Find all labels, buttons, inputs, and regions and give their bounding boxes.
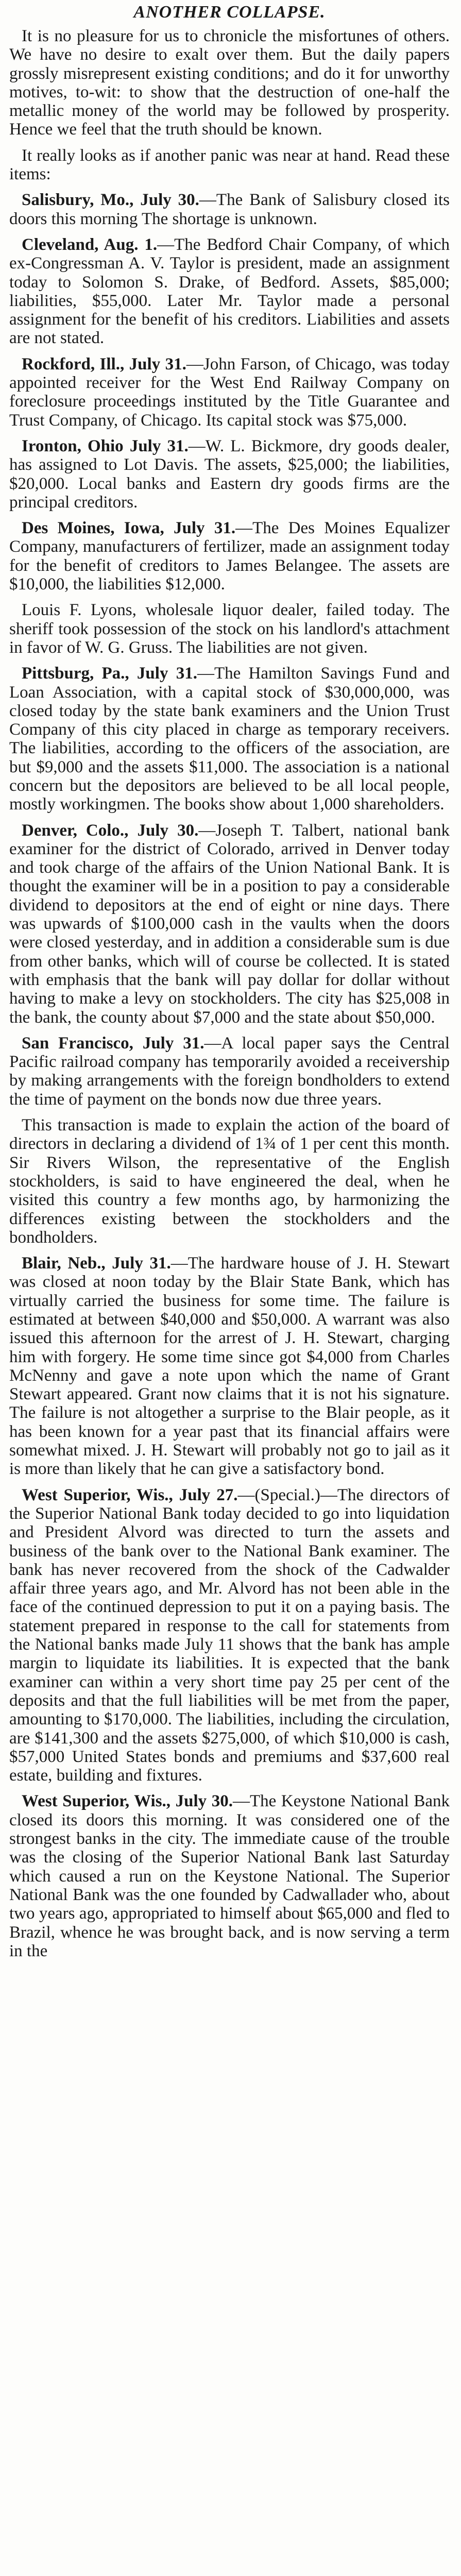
news-item [9,355,450,430]
news-item-text: —A local paper says the Central Pacific railroad company has temporarily avoided a receivership by making arrangements with the foreign bondholders to extend the time of payment on the bonds now due three years. [9,1033,450,1109]
news-item [9,821,450,1027]
dateline: San Francisco, July 31. [22,1033,204,1053]
news-item-text: —The Hamilton Savings Fund and Loan Association, with a capital stock of $30,000,000, was closed today by the state bank examiners and the Union Trust Company of this city placed in charge as temporary receivers. The liabilities, according to the officers of the association, are but $9,000 and the assets $11,000. The association is a national concern but the depositors are believed to be all local people, mostly workingmen. The books show about 1,000 shareholders. [9,664,450,814]
news-item-text: —The Keystone National Bank closed its doors this morning. It was considered one of the strongest banks in the city. The immediate cause of the trouble was the closing of the Superior National Bank last Saturday which caused a run on the Keystone National. The Superior National Bank was the one founded by Cadwallader who, about two years ago, appropriated to himself about $65,000 and fled to Brazil, whence he was brought back, and is now serving a term in the [9,1792,450,1960]
article-body [9,27,450,1960]
news-item-text: —The Des Moines Equalizer Company, manufacturers of fertilizer, made an assignment today for the benefit of creditors to James Belangee. The assets are $10,000, the liabilities $12,000. [9,519,450,594]
dateline: Salisbury, Mo., July 30. [22,191,199,210]
news-item-text: —Joseph T. Talbert, national bank examiner for the district of Colorado, arrived in Denver today and took charge of the affairs of the Union National Bank. It is thought the examiner will be in a position to pay a considerable dividend to depositors at the end of eight or nine days. There was upwards of $100,000 cash in the vaults when the doors were closed yesterday, and in addition a considerable sum is due from other banks, which will of course be collected. It is stated with emphasis that the bank will pay dollar for dollar without having to make a levy on stockholders. The city has $25,008 in the bank, the county about $7,000 and the state about $50,000. [9,821,450,1027]
news-item-text: —The hardware house of J. H. Stewart was closed at noon today by the Blair State Bank, which has virtually carried the business for some time. The failure is estimated at between $40,000 and $50,000. A warrant was also issued this afternoon for the arrest of J. H. Stewart, charging him with forgery. He some time since got $4,000 from Charles McNenny and gave a note upon which the name of Grant Stewart appeared. Grant now claims that it is not his signature. The failure is not altogether a surprise to the Blair people, as it has been known for a year past that its financial affairs were somewhat mixed. J. H. Stewart will probably not go to jail as it is more than likely that he can give a satisfactory bond. [9,1254,450,1479]
news-item [9,1254,450,1479]
news-item [9,1116,450,1247]
dateline: Denver, Colo., July 30. [22,821,199,840]
news-item [9,1792,450,1960]
dateline: Ironton, Ohio July 31. [22,436,189,455]
news-item-text: —The Bank of Salisbury closed its doors this morning The shortage is unknown. [9,191,450,228]
news-item-text: Louis F. Lyons, wholesale liquor dealer, failed today. The sheriff took possession of the stock on his landlord's attachment in favor of W. G. Gruss. The liabilities are not given. [9,601,450,657]
news-item-text: —W. L. Bickmore, dry goods dealer, has assigned to Lot Davis. The assets, $25,000; the liabilities, $20,000. Local banks and Eastern dry goods firms are the principal creditors. [9,436,450,512]
intro-paragraph: It is no pleasure for us to chronicle the misfortunes of others. We have no desire to exalt over them. But the daily papers grossly misrepresent existing conditions; and do it for unworthy motives, to-wit: to show that the destruction of one-half the metallic money of the world may be followed by prosperity. Hence we feel that the truth should be known. [9,27,450,139]
news-item-text: This transaction is made to explain the action of the board of directors in declaring a dividend of 1¾ of 1 per cent this month. Sir Rivers Wilson, the representative of the English stockholders, is said to have engineered the deal, when he visited this country a few months ago, by harmonizing the differences existing between the stockholders and the bondholders. [9,1116,450,1247]
news-item [9,664,450,814]
dateline: West Superior, Wis., July 30. [22,1792,233,1811]
dateline: Cleveland, Aug. 1. [22,235,158,254]
dateline: Blair, Neb., July 31. [22,1254,171,1273]
dateline: Pittsburg, Pa., July 31. [22,664,197,683]
news-item [9,601,450,657]
news-item [9,437,450,512]
news-item-text: —(Special.)—The directors of the Superior National Bank today decided to go into liquidation and President Alvord was directed to turn the assets and business of the bank over to the National Bank examiner. The bank has never recovered from the shock of the Cadwalder affair three years ago, and Mr. Alvord has not been able in the face of the continued depression to put it on a paying basis. The statement prepared in response to the call for statements from the National banks made July 11 shows that the bank has ample margin to liquidate its liabilities. It is expected that the bank examiner can within a very short time pay 25 per cent of the deposits and that the full liabilities will be met from the paper, amounting to $170,000. The liabilities, including the circulation, are $141,300 and the assets $275,000, of which $10,000 is cash, $57,000 United States bonds and premiums and $37,600 real estate, building and fixtures. [9,1485,450,1785]
news-item [9,519,450,594]
news-item [9,1034,450,1109]
news-item [9,235,450,348]
news-item-text: —The Bedford Chair Company, of which ex-Congressman A. V. Taylor is president, made an assignment today to Solomon S. Drake, of Bedford. Assets, $85,000; liabilities, $55,000. Later Mr. Taylor made a personal assignment for the benefit of his creditors. Liabilities and assets are not stated. [9,235,450,348]
dateline: Rockford, Ill., July 31. [22,354,186,374]
news-item [9,1486,450,1785]
news-item [9,191,450,228]
intro-paragraph: It really looks as if another panic was near at hand. Read these items: [9,146,450,184]
dateline: Des Moines, Iowa, July 31. [22,519,236,538]
news-item-text: —John Farson, of Chicago, was today appointed receiver for the West End Railway Company on foreclosure proceedings instituted by the Title Guarantee and Trust Company, of Chicago. Its capital stock was $75,000. [9,354,450,430]
dateline: West Superior, Wis., July 27. [22,1485,238,1504]
headline: ANOTHER COLLAPSE. [133,3,326,22]
